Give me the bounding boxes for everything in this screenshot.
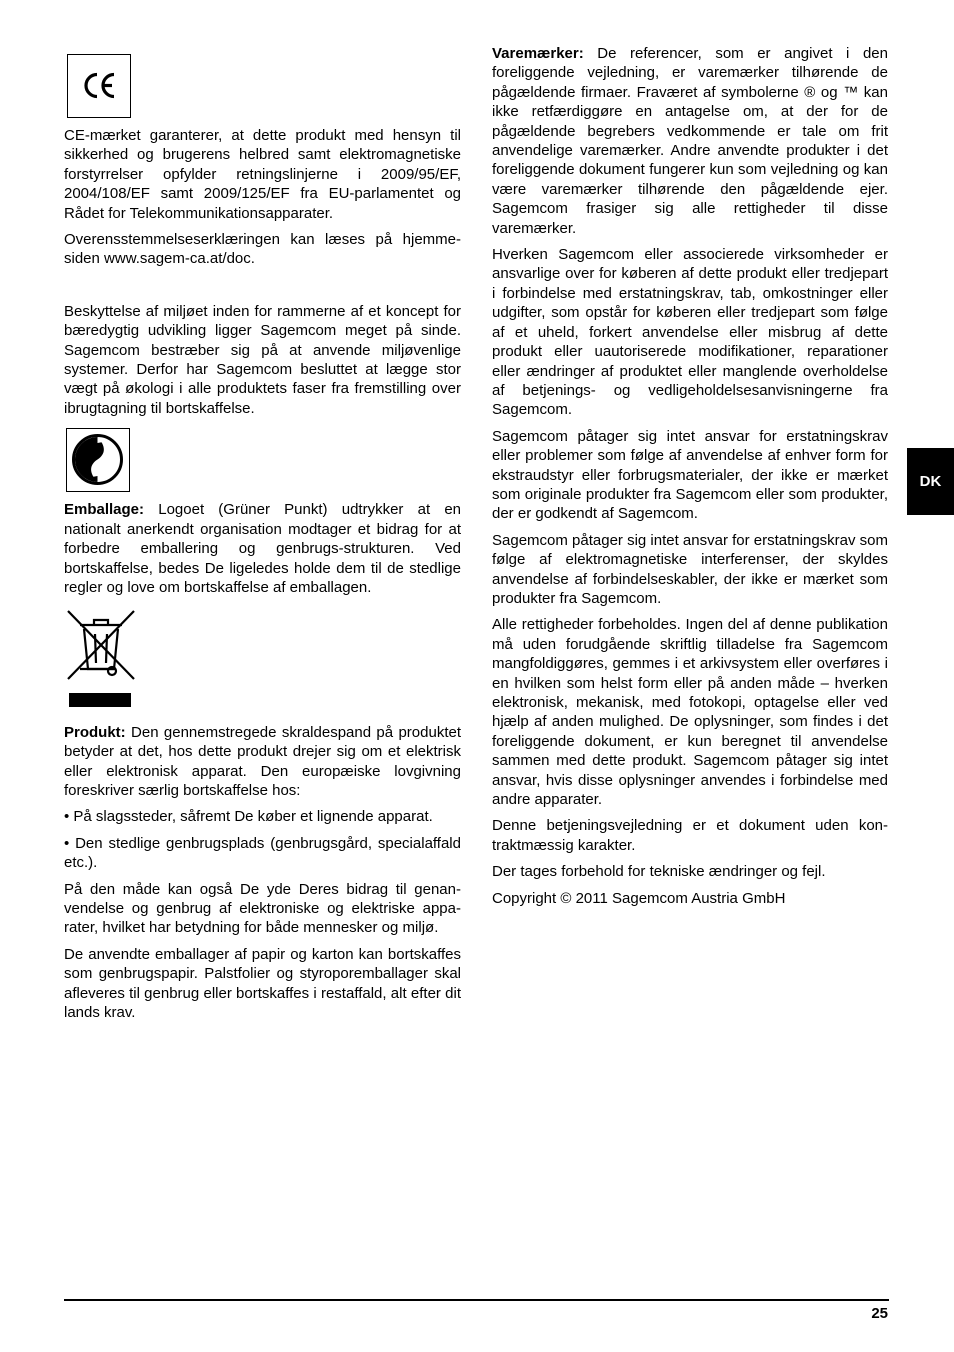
document-paragraph: Denne betjeningsvejledning er et dokument uden kontraktmæssig karakter.: [492, 817, 888, 854]
trademarks-label: Varemærker:: [492, 45, 584, 62]
bullet-item-2: • Den stedlige genbrugsplads (genbrugsgård, specialaffald etc.).: [64, 834, 461, 872]
packaging-label: Emballage:: [64, 501, 145, 519]
rights-paragraph: Alle rettigheder forbeholdes. Ingen del af denne publikation må uden forudgående skriftlig tilladelse fra Sagemcom mangfoldiggøres, gemmes i et arkivsystem eller overføres i en hvilken som helst form eller på anden måde – hverken elektronisk, mekanisk, med fotokopi, optagelse eller ved hjælp af anden mulighed. De oplysninger, som findes i det foreliggende dokument, er kun beregnet til anvendelse sammen med dette produkt. Sagemcom påtager sig intet ansvar, hvis disse oplysninger anvendes i forbindelse med andre apparater.: [492, 616, 888, 809]
ce-mark-icon: [67, 54, 131, 118]
conformity-paragraph: Overensstemmelseserklæringen kan læses på hjemmesiden www.sagem-ca.at/doc.: [64, 231, 461, 268]
accessories-paragraph: Sagemcom påtager sig intet ansvar for erstatningskrav eller problemer som følge af anvendelse af enhver form for ekstraudstyr eller forbrugsmaterialer, der ikke er mærket som originale produkter fra Sagemcom eller som produkter, der er godkendt af Sagemcom.: [492, 427, 888, 523]
changes-paragraph: Der tages forbehold for tekniske ændringer og fejl.: [492, 863, 826, 881]
interference-paragraph: Sagemcom påtager sig intet ansvar for erstatningskrav som følge af elektromagnetiske interferenser, der skyldes anvendelse af forbindelseskabler, der ikke er mærket som produkter fra Sagemcom.: [492, 531, 889, 607]
ce-paragraph: CE-mærket garanterer, at dette produkt med hensyn til sikkerhed og brugerens helbred samt elektromagnetiske forstyrrelser opfylder retningslinjerne i 2009/95/EF, 2004/108/EF samt 2009/125/EF fra EU-parlamentet og Rådet for Telekommunikationsapparater.: [64, 127, 461, 222]
copyright-line: Copyright © 2011 Sagemcom Austria GmbH: [492, 889, 786, 907]
packaging-paragraph: [64, 500, 461, 597]
packaging-text: Logoet (Grüner Punkt) udtrykker at en nationalt anerkendt organisation modtager et bidrag for at forbedre emballering og genbrugs-strukturen. Ved bortskaffelse, bedes De ligeledes holde dem til de stedlige regler og love om bortskaffelse af emballagen.: [64, 501, 461, 596]
right-column: [492, 44, 888, 915]
materials-paragraph: De anvendte emballager af papir og karton kan bortskaffes som genbrugspapir. Palstfolier og styroporemballager skal afleveres til genbrug eller bortskaffes i restaffald, alt efter dit lands krav.: [64, 945, 461, 1021]
trademarks-text: De referencer, som er angivet i den foreliggende vejledning, er varemærker tilhørende de pågældende firmaer. Fraværet af symbolerne ® og ™ kan ikke retfærdiggøre en antagelse om, at der for de pågældende begrebers vedkommende er tale om frit anvendelige varemærker. Andre anvendte produkter i det foreliggende dokument fungerer kun som vejledning og kan være varemærker tilhørende den pågældende ejer. Sagemcom frasiger sig alle rettigheder til disse varemærker.: [492, 45, 888, 237]
left-column: [64, 44, 461, 1029]
footer-divider: [64, 1299, 889, 1301]
trademarks-paragraph: [492, 44, 888, 238]
page-number: 25: [871, 1305, 888, 1322]
green-dot-recycling-icon: [66, 428, 130, 492]
environment-paragraph: Beskyttelse af miljøet inden for rammerne af et koncept for bæredygtig udvikling ligger Sagemcom meget på sinde. Sagemcom bestræber sig på at anvende miljøvenlige systemer. Derfor har Sagemcom besluttet at lægge stor vægt på økologi i alle produktets faser fra fremstilling over ibrugtagning til bortskaffelse.: [64, 302, 461, 417]
crossed-out-bin-icon: [66, 607, 136, 714]
product-label: Produkt:: [64, 723, 126, 741]
contribution-paragraph: På den måde kan også De yde Deres bidrag til genanvendelse og genbrug af elektroniske og elektriske apparater, hvilket har betydning for både mennesker og miljø.: [64, 880, 461, 937]
language-tab-dk: DK: [907, 448, 954, 515]
bullet-item-1: • På slagssteder, såfremt De køber et lignende apparat.: [64, 808, 433, 826]
product-text: Den gennemstregede skraldespand på produktet betyder at det, hos dette produkt drejer sig om et elektrisk eller elektronisk apparat. Den europæiske lovgivning foreskriver særlig bortskaffelse hos:: [64, 723, 461, 799]
product-paragraph: [64, 723, 461, 801]
liability-paragraph: Hverken Sagemcom eller associerede virksomheder er ansvarlige over for køberen af dette produkt eller tredjepart i forbindelse med erstatningskrav, tab, omkostninger eller udgifter, som opstår for køberen eller tredjepart som følge af et uheld, forkert anvendelse eller misbrug af dette produkt eller uautoriserede modifikationer, reparationer eller ændringer af produktet eller manglende overholdelse af betjenings- og vedligeholdelsesanvisningerne fra Sagemcom.: [492, 246, 888, 419]
